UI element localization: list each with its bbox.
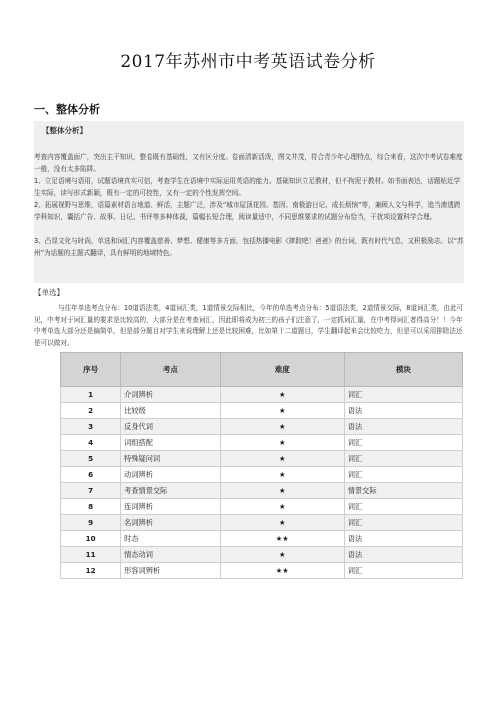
cell-difficulty: ★ (220, 499, 344, 515)
cell-number: 6 (61, 467, 121, 483)
single-choice-section (34, 290, 464, 300)
cell-difficulty: ★★ (220, 563, 344, 579)
table-row (61, 531, 463, 547)
cell-module: 词汇 (344, 387, 462, 403)
cell-difficulty: ★ (220, 483, 344, 499)
cell-module: 词汇 (344, 467, 462, 483)
header-module: 模块 (344, 353, 462, 387)
cell-module: 词汇 (344, 563, 462, 579)
overall-point-3: 3、凸显文化与时尚，单选和词汇内容覆盖慈善、梦想、健康等多方面，包括热播电影《摔跤吧！爸爸》的台词，既有时代气息，又积极励志。以“苏州”为话题的主题式翻译，具有鲜明的地域特色。 (34, 237, 464, 257)
cell-exam-point: 特殊疑问词 (121, 451, 221, 467)
cell-difficulty: ★ (220, 467, 344, 483)
overall-analysis-block (34, 121, 464, 283)
table-row (61, 435, 463, 451)
cell-number: 12 (61, 563, 121, 579)
cell-difficulty: ★ (220, 451, 344, 467)
cell-exam-point: 连词辨析 (121, 499, 221, 515)
table-row (61, 387, 463, 403)
cell-difficulty: ★★ (220, 531, 344, 547)
cell-module: 词汇 (344, 435, 462, 451)
cell-number: 8 (61, 499, 121, 515)
table-row (61, 499, 463, 515)
cell-exam-point: 比较级 (121, 403, 221, 419)
cell-exam-point: 词组搭配 (121, 435, 221, 451)
overall-analysis-label: 【整体分析】 (42, 126, 87, 135)
cell-exam-point: 时态 (121, 531, 221, 547)
cell-module: 词汇 (344, 451, 462, 467)
overall-point-1: 1、立足语境与语用，试题语境真实可信，考查学生在语境中实际运用英语的能力。基础知识立足教材，但不拘泥于教材。如书面表达，话题贴近学生实际，读写形式新颖，既有一定的可控性，又有一定的个性发挥空间。 (34, 177, 461, 197)
cell-number: 5 (61, 451, 121, 467)
cell-module: 词汇 (344, 499, 462, 515)
overall-point-2: 2、拓展视野与思维，语篇素材语言地道、鲜活，主题广泛，涉及“城市屋顶花园、基因、南极游日记、成长烦恼”等，兼顾人文与科学，追当渗透跨学科知识，囊括广告、故事、日记、书评等多种体裁，篇幅长短合理，阅读量适中，不同思维要求的试题分布恰当，干扰项设置科学合理。 (34, 201, 461, 221)
section-heading-overall: 一、整体分析 (34, 103, 100, 116)
cell-difficulty: ★ (220, 419, 344, 435)
cell-difficulty: ★ (220, 387, 344, 403)
cell-exam-point: 形容词辨析 (121, 563, 221, 579)
cell-module: 语法 (344, 531, 462, 547)
cell-number: 9 (61, 515, 121, 531)
cell-difficulty: ★ (220, 403, 344, 419)
header-exam-point: 考点 (121, 353, 221, 387)
overall-intro: 考查内容覆盖面广，突出主干知识，整卷既有基础性，又有区分度。卷面清新活泼，图文并茂，符合青少年心理特点，综合来看，这次中考试卷难度一般，没有太多陷阱。 (34, 153, 463, 173)
table-row (61, 515, 463, 531)
header-difficulty: 难度 (220, 353, 344, 387)
cell-module: 语法 (344, 403, 462, 419)
cell-number: 4 (61, 435, 121, 451)
table-row (61, 563, 463, 579)
cell-difficulty: ★ (220, 435, 344, 451)
cell-exam-point: 考查情景交际 (121, 483, 221, 499)
table-row (61, 419, 463, 435)
cell-difficulty: ★ (220, 547, 344, 563)
cell-number: 2 (61, 403, 121, 419)
table-header-row (61, 353, 463, 387)
table-row (61, 451, 463, 467)
cell-number: 1 (61, 387, 121, 403)
cell-module: 词汇 (344, 515, 462, 531)
exam-points-table (60, 352, 463, 579)
cell-exam-point: 名词辨析 (121, 515, 221, 531)
table-row (61, 483, 463, 499)
cell-difficulty: ★ (220, 515, 344, 531)
cell-exam-point: 反身代词 (121, 419, 221, 435)
table-body (61, 387, 463, 579)
single-choice-paragraph: 与往年单选考点分布：10道语法类，4道词汇类，1道情景交际相比，今年的单选考点分布：5道语法类，2道情景交际，8道词汇类，由此可见，中考对于词汇量的要求是比较高的，大部分是在考查词汇，因此即将成为初三的孩子们注意了，一定抓词汇量，在中考得词汇者得高分！！今年中考单选大部分还是偏简单，但是部分题目对学生来说理解上还是比较困难，比如第十二道题目，学生翻译起来会比较吃力，但是可以采用排除法还是可以做对。 (34, 304, 464, 347)
header-number: 序号 (61, 353, 121, 387)
cell-exam-point: 情态动词 (121, 547, 221, 563)
table-row (61, 547, 463, 563)
table-row (61, 467, 463, 483)
cell-number: 3 (61, 419, 121, 435)
document-title: 2017年苏州市中考英语试卷分析 (120, 52, 376, 72)
cell-number: 11 (61, 547, 121, 563)
single-choice-label: 【单选】 (34, 288, 64, 297)
cell-module: 情景交际 (344, 483, 462, 499)
cell-number: 7 (61, 483, 121, 499)
cell-module: 语法 (344, 547, 462, 563)
cell-module: 语法 (344, 419, 462, 435)
cell-number: 10 (61, 531, 121, 547)
table-row (61, 403, 463, 419)
cell-exam-point: 动词辨析 (121, 467, 221, 483)
cell-exam-point: 介词辨析 (121, 387, 221, 403)
